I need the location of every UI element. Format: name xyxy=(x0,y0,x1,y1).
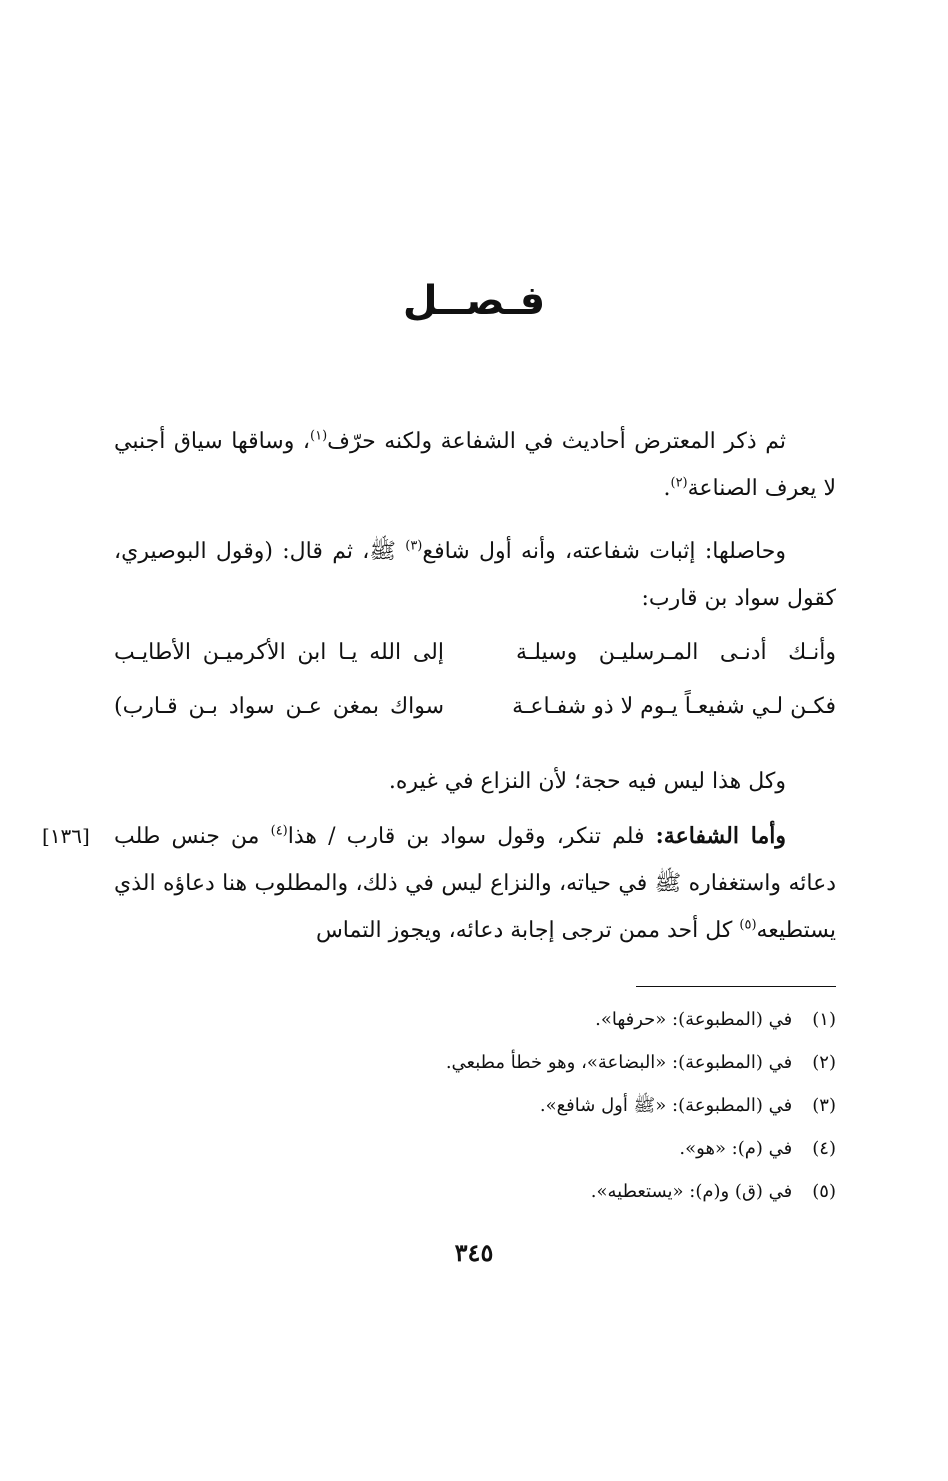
manuscript-page-marker: [١٣٦] xyxy=(42,824,90,848)
paragraph-2-text-a: وحاصلها: إثبات شفاعته، وأنه أول شافع xyxy=(422,539,786,564)
paragraph-1 xyxy=(114,418,836,512)
footnote-5 xyxy=(114,1170,836,1213)
verse-2-second-hemistich: سواك بمغن عـن سواد بـن قـارب) xyxy=(114,694,444,719)
footnote-text: في (م): «هو». xyxy=(679,1138,793,1159)
paragraph-1-text-c: . xyxy=(663,476,671,501)
footnote-ref-2[interactable]: (٢) xyxy=(670,475,688,491)
footnote-number: (١) xyxy=(812,1009,836,1030)
paragraph-4-text-a: فلم تنكر، وقول سواد بن قارب / هذا xyxy=(287,824,656,849)
section-heading: فـصــل xyxy=(402,278,546,324)
verse-line-2 xyxy=(114,694,836,741)
footnote-ref-4[interactable]: (٤) xyxy=(270,823,288,839)
paragraph-4-lead: وأما الشفاعة: xyxy=(655,823,787,849)
footnote-divider xyxy=(636,986,836,987)
paragraph-2-text-b: ﷺ، ثم قال: (وقول البوصيري، كقول سواد بن قارب: xyxy=(114,539,836,611)
paragraph-1-text-a: ثم ذكر المعترض أحاديث في الشفاعة ولكنه حرّف xyxy=(327,429,787,454)
footnote-number: (٢) xyxy=(812,1052,836,1073)
footnote-ref-5[interactable]: (٥) xyxy=(739,917,757,933)
verse-line-1 xyxy=(114,640,836,687)
footnote-ref-3[interactable]: (٣) xyxy=(405,538,423,554)
footnote-4 xyxy=(114,1127,836,1170)
footnote-text: في (المطبوعة): «ﷺ أول شافع». xyxy=(539,1095,793,1116)
page-number: ٣٤٥ xyxy=(454,1238,494,1267)
footnote-2 xyxy=(114,1041,836,1084)
verse-1-second-hemistich: إلى الله يـا ابن الأكرميـن الأطايـب xyxy=(114,640,444,665)
paragraph-4 xyxy=(114,813,836,954)
paragraph-4-text-c: كل أحد ممن ترجى إجابة دعائه، ويجوز التماس xyxy=(315,918,740,943)
footnote-1 xyxy=(114,998,836,1041)
paragraph-3: وكل هذا ليس فيه حجة؛ لأن النزاع في غيره. xyxy=(388,769,786,794)
footnote-number: (٥) xyxy=(812,1181,836,1202)
footnote-ref-1[interactable]: (١) xyxy=(310,428,328,444)
footnote-number: (٤) xyxy=(812,1138,836,1159)
footnotes xyxy=(114,998,836,1213)
footnote-number: (٣) xyxy=(812,1095,836,1116)
verse-1-first-hemistich: وأنـك أدنـى المـرسليـن وسيلـة xyxy=(516,640,836,665)
verse-2-first-hemistich: فكـن لـي شفيعـاً يـوم لا ذو شفـاعـة xyxy=(512,694,836,719)
paragraph-2 xyxy=(114,528,836,622)
footnote-text: في (المطبوعة): «حرفها». xyxy=(595,1009,793,1030)
footnote-text: في (ق) و(م): «يستعطيه». xyxy=(590,1181,793,1202)
paragraph-4-text-b: من جنس طلب دعائه واستغفاره ﷺ في حياته، والنزاع ليس في ذلك، والمطلوب هنا دعاؤه الذي يستطيعه xyxy=(114,824,836,943)
paragraph-1-text-b: ، وساقها سياق أجنبي لا يعرف الصناعة xyxy=(114,429,836,501)
footnote-3 xyxy=(114,1084,836,1127)
footnote-text: في (المطبوعة): «البضاعة»، وهو خطأ مطبعي. xyxy=(445,1052,793,1073)
